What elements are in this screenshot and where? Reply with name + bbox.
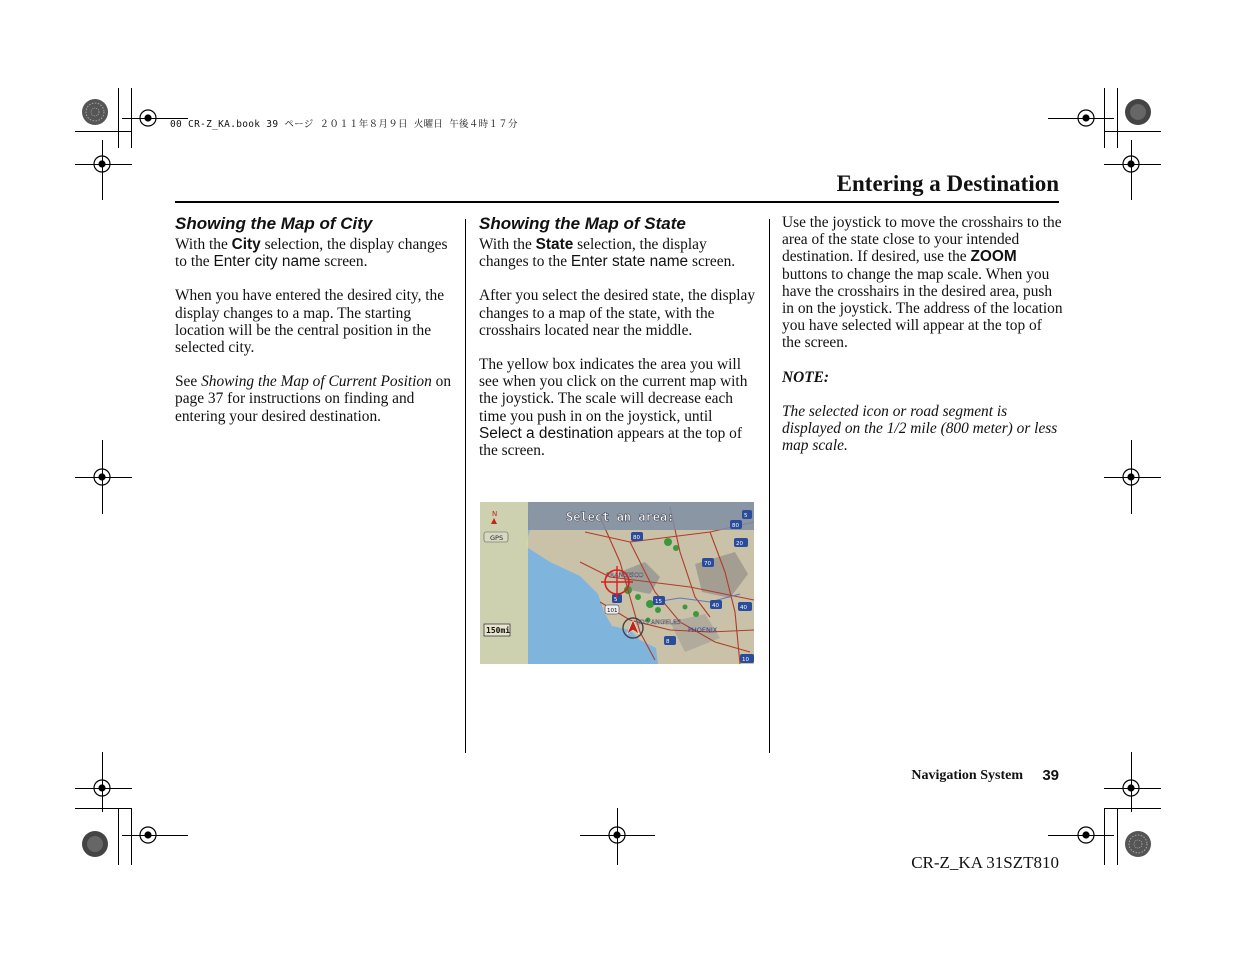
document-code: CR-Z_KA 31SZT810 (911, 853, 1059, 872)
select-destination-keyword: Select a destination (479, 424, 614, 442)
col2-paragraph-2: After you select the desired state, the display changes to a map of the state, with the crosshairs located near the middle. (479, 287, 756, 339)
shield: 40 (712, 603, 719, 609)
column-divider-1 (465, 219, 466, 753)
shield: 5 (744, 513, 748, 519)
left-panel (480, 502, 528, 664)
column-2 (479, 214, 759, 476)
col1-paragraph-1: With the City selection, the display changes to the Enter city name screen. (175, 236, 448, 271)
shield: 80 (633, 535, 640, 541)
banner-text: Select an area: (566, 510, 675, 524)
city-label: FRANCISCO (606, 571, 644, 579)
shield: 101 (607, 608, 618, 614)
page-number: 39 (1042, 767, 1059, 784)
state-map-screenshot (480, 502, 754, 664)
north-indicator: N (492, 510, 498, 518)
col2-paragraph-3: The yellow box indicates the area you will see when you click on the current map with the joystick. The scale will decrease each time you push in on the joystick, until Select a destination appears at the top of the screen. (479, 356, 748, 460)
enter-city-name-keyword: Enter city name (213, 253, 321, 271)
shield: 10 (742, 657, 749, 663)
column-3 (782, 214, 1064, 471)
col1-paragraph-2: When you have entered the desired city, the display changes to a map. The starting location will be the central position in the selected city. (175, 287, 445, 357)
note-heading: NOTE: (782, 368, 830, 386)
shield: 70 (704, 561, 711, 567)
enter-state-name-keyword: Enter state name (570, 253, 689, 271)
title-rule (175, 201, 1059, 203)
col2-heading: Showing the Map of State (479, 214, 686, 233)
note-body: The selected icon or road segment is displayed on the 1/2 mile (800 meter) or less map scale. (782, 402, 1058, 455)
scale-label: 150mi (486, 626, 511, 635)
shield: 40 (740, 605, 747, 611)
col2-paragraph-1: With the State selection, the display changes to the Enter state name screen. (479, 236, 736, 271)
city-keyword: City (231, 236, 261, 253)
column-divider-2 (769, 219, 770, 753)
cross-reference: Showing the Map of Current Position (201, 373, 432, 391)
col1-heading: Showing the Map of City (175, 214, 373, 233)
book-info: 00 CR-Z_KA.book 39 ページ ２０１１年８月９日 火曜日 午後４時１７分 (170, 119, 518, 130)
city-label: PHOENIX (688, 626, 718, 634)
city-label: LOS ANGELES (636, 618, 682, 626)
page-title: Entering a Destination (836, 171, 1059, 196)
shield: 80 (732, 523, 739, 529)
shield: 8 (666, 639, 670, 645)
col3-paragraph-1: Use the joystick to move the crosshairs to the area of the state close to your intended destination. If desired, use the ZOOM buttons to change the map scale. When you have the crosshairs in the desired area, push in on the joystick. The address of the location you have selected will appear at the top of the screen. (782, 214, 1063, 352)
shield: 15 (655, 599, 662, 605)
shield: 5 (614, 597, 618, 603)
state-keyword: State (535, 236, 574, 253)
shield: 20 (736, 541, 743, 547)
footer-section-label: Navigation System (911, 768, 1023, 783)
col1-paragraph-3: See Showing the Map of Current Position on page 37 for instructions on finding and entering your desired destination. (175, 373, 452, 425)
zoom-keyword: ZOOM (970, 248, 1017, 266)
column-1 (175, 214, 457, 442)
gps-label: GPS (490, 534, 504, 542)
